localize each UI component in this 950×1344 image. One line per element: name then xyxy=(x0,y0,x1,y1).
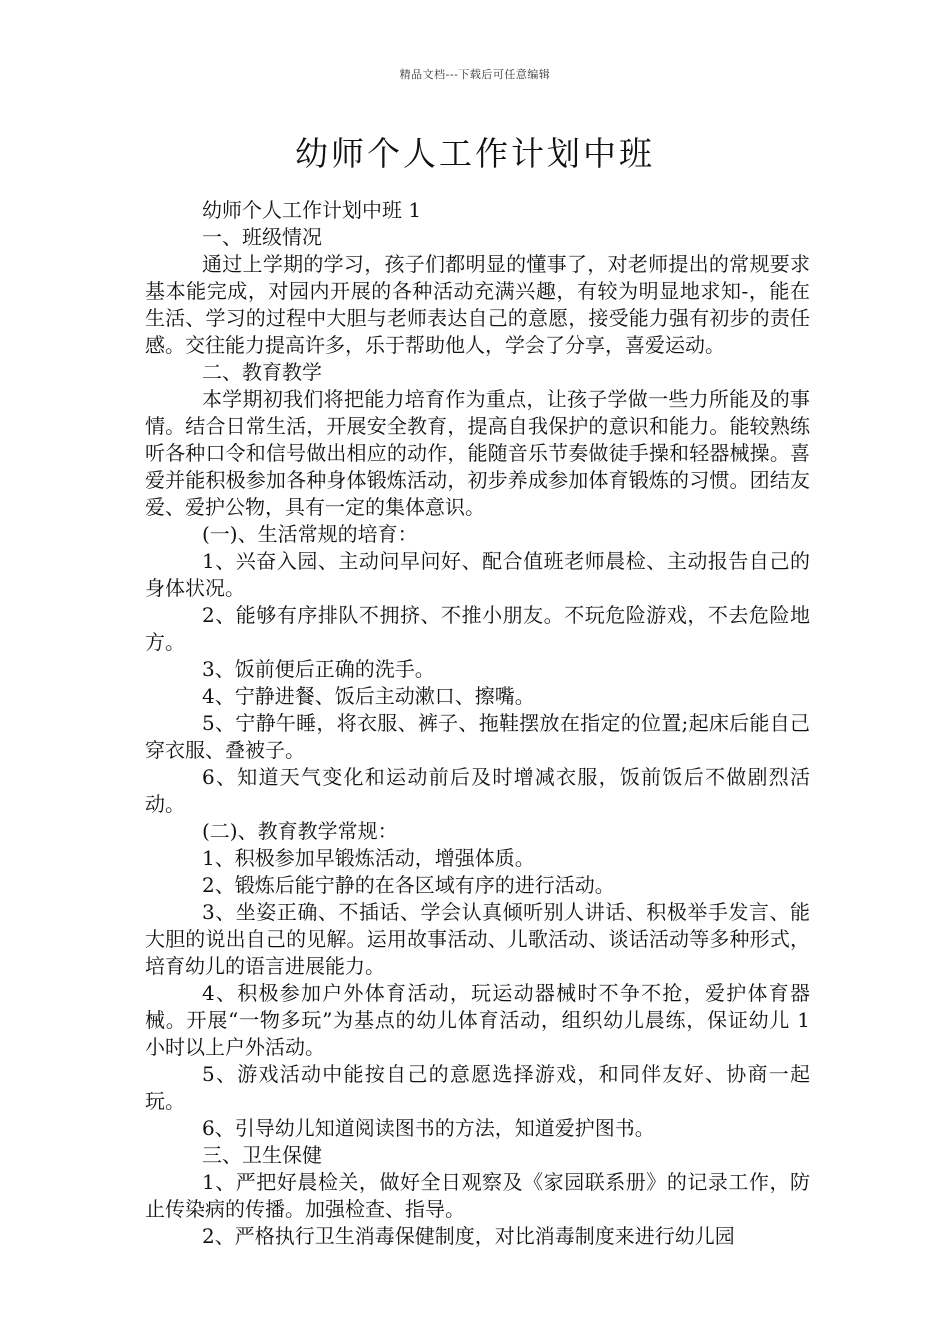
list-item: 3、坐姿正确、不插话、学会认真倾听别人讲话、积极举手发言、能大胆的说出自己的见解。运用故事活动、儿歌活动、谈话活动等多种形式，培育幼儿的语言进展能力。 xyxy=(145,900,810,978)
list-item: 4、宁静进餐、饭后主动漱口、擦嘴。 xyxy=(202,684,535,708)
section-heading-health-care: 三、卫生保健 xyxy=(202,1143,322,1167)
paragraph-subtitle: 幼师个人工作计划中班 1 xyxy=(202,198,422,222)
paragraph: 通过上学期的学习，孩子们都明显的懂事了，对老师提出的常规要求基本能完成，对园内开展的各种活动充满兴趣，有较为明显地求知-，能在生活、学习的过程中大胆与老师表达自己的意愿，接受能力强有初步的责任感。交往能力提高许多，乐于帮助他人，学会了分享，喜爱运动。 xyxy=(145,252,810,357)
header-note: 精品文档---下载后可任意编辑 xyxy=(399,68,551,81)
list-item: 6、引导幼儿知道阅读图书的方法，知道爱护图书。 xyxy=(202,1116,655,1140)
list-item: 5、宁静午睡，将衣服、裤子、拖鞋摆放在指定的位置;起床后能自己穿衣服、叠被子。 xyxy=(145,711,810,762)
list-item: 5、游戏活动中能按自己的意愿选择游戏，和同伴友好、协商一起玩。 xyxy=(145,1062,810,1113)
paragraph: 本学期初我们将把能力培育作为重点，让孩子学做一些力所能及的事情。结合日常生活，开展安全教育，提高自我保护的意识和能力。能较熟练听各种口令和信号做出相应的动作，能随音乐节奏做徒手操和轻器械操。喜爱并能积极参加各种身体锻炼活动，初步养成参加体育锻炼的习惯。团结友爱、爱护公物，具有一定的集体意识。 xyxy=(145,387,810,519)
subsection-heading-teaching-routine: (二)、教育教学常规： xyxy=(202,819,398,843)
subsection-heading-daily-routine: (一)、生活常规的培育： xyxy=(202,522,418,546)
section-heading-class-situation: 一、班级情况 xyxy=(202,225,322,249)
list-item: 4、积极参加户外体育活动，玩运动器械时不争不抢，爱护体育器械。开展“一物多玩”为基点的幼儿体育活动，组织幼儿晨练，保证幼儿 1 小时以上户外活动。 xyxy=(145,981,810,1059)
list-item: 2、严格执行卫生消毒保健制度，对比消毒制度来进行幼儿园 xyxy=(202,1224,735,1248)
list-item: 1、积极参加早锻炼活动，增强体质。 xyxy=(202,846,535,870)
list-item: 1、兴奋入园、主动问早问好、配合值班老师晨检、主动报告自己的身体状况。 xyxy=(145,549,810,600)
list-item: 2、锻炼后能宁静的在各区域有序的进行活动。 xyxy=(202,873,615,897)
section-heading-education: 二、教育教学 xyxy=(202,360,322,384)
list-item: 6、知道天气变化和运动前后及时增减衣服，饭前饭后不做剧烈活动。 xyxy=(145,765,810,816)
list-item: 1、严把好晨检关，做好全日观察及《家园联系册》的记录工作，防止传染病的传播。加强检查、指导。 xyxy=(145,1170,810,1221)
list-item: 2、能够有序排队不拥挤、不推小朋友。不玩危险游戏，不去危险地方。 xyxy=(145,603,810,654)
list-item: 3、饭前便后正确的洗手。 xyxy=(202,657,435,681)
document-title: 幼师个人工作计划中班 xyxy=(295,134,655,173)
document-body xyxy=(145,197,810,1250)
